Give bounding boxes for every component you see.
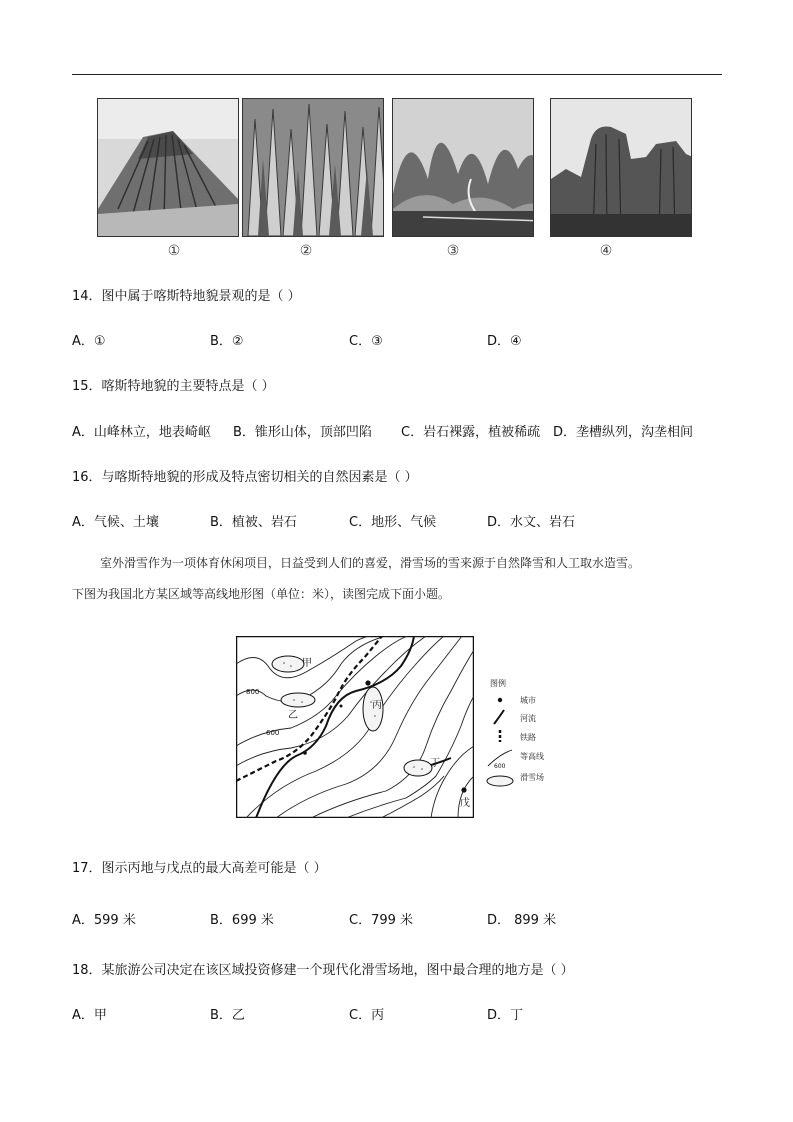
q15-option-c[interactable]: C．岩石裸露，植被稀疏	[401, 425, 541, 440]
q14-option-d[interactable]: D．④	[487, 334, 522, 349]
q17-option-b[interactable]: B．699 米	[210, 913, 274, 928]
q16-option-b[interactable]: B．植被、岩石	[210, 515, 297, 530]
label-ding: 丁	[430, 758, 440, 769]
label-jia: 甲	[302, 658, 312, 669]
legend-river-icon	[494, 710, 504, 724]
q14-option-b[interactable]: B．②	[210, 334, 244, 349]
contour-map	[236, 636, 474, 818]
q18-option-d[interactable]: D．丁	[487, 1008, 524, 1023]
legend-title: 图例	[490, 679, 506, 688]
label-600: 600	[266, 729, 280, 737]
caption-4: ④	[599, 243, 613, 259]
caption-1: ①	[167, 243, 181, 259]
q18-option-b[interactable]: B．乙	[210, 1008, 245, 1023]
q16-option-d[interactable]: D．水文、岩石	[487, 515, 576, 530]
city-dot-2	[303, 751, 307, 755]
q18-option-c[interactable]: C．丙	[349, 1008, 385, 1023]
label-wu: 戊	[460, 798, 470, 809]
question-17-stem: 17．图示丙地与戊点的最大高差可能是（ ）	[72, 861, 327, 876]
city-dot-1	[365, 680, 370, 685]
question-14-stem: 14．图中属于喀斯特地貌景观的是（ ）	[72, 289, 301, 304]
passage-line-2: 下图为我国北方某区域等高线地形图（单位：米），读图完成下面小题。	[72, 587, 451, 601]
q17-option-c[interactable]: C．799 米	[349, 913, 414, 928]
question-16-stem: 16．与喀斯特地貌的形成及特点密切相关的自然因素是（ ）	[72, 470, 418, 485]
q17-option-d[interactable]: D． 899 米	[487, 913, 557, 928]
question-18-stem: 18．某旅游公司决定在该区域投资修建一个现代化滑雪场地，图中最合理的地方是（ ）	[72, 963, 574, 978]
q14-option-a[interactable]: A．①	[72, 334, 106, 349]
header-rule	[72, 74, 722, 75]
legend-ski-icon	[487, 776, 513, 786]
q16-option-a[interactable]: A．气候、土壤	[72, 515, 159, 530]
label-bing: 丙	[372, 700, 382, 711]
legend-contour: 等高线	[520, 752, 544, 761]
map-legend	[480, 676, 560, 796]
q17-option-a[interactable]: A．599 米	[72, 913, 136, 928]
q15-option-a[interactable]: A．山峰林立，地表崎岖	[72, 425, 211, 440]
label-yi: 乙	[288, 710, 298, 721]
legend-city-icon	[498, 698, 502, 702]
q16-option-c[interactable]: C．地形、气候	[349, 515, 437, 530]
photo-stone-forest	[242, 98, 384, 237]
photo-karst-peaks	[392, 98, 534, 237]
legend-city: 城市	[520, 696, 536, 705]
photo-volcano-cone	[97, 98, 239, 237]
label-800: 800	[246, 688, 260, 696]
question-15-stem: 15．喀斯特地貌的主要特点是（ ）	[72, 379, 275, 394]
q14-option-c[interactable]: C．③	[349, 334, 383, 349]
legend-ski: 滑雪场	[520, 773, 544, 782]
q15-option-b[interactable]: B．锥形山体，顶部凹陷	[233, 425, 372, 440]
passage-line-1: 室外滑雪作为一项体育休闲项目，日益受到人们的喜爱，滑雪场的雪来源于自然降雪和人工取水造雪。	[100, 556, 641, 570]
passage	[72, 548, 732, 610]
legend-contour-value: 600	[494, 763, 506, 770]
q15-option-d[interactable]: D．垄槽纵列，沟垄相间	[553, 425, 694, 440]
caption-3: ③	[446, 243, 460, 259]
q18-option-a[interactable]: A．甲	[72, 1008, 107, 1023]
legend-railway: 铁路	[520, 733, 536, 742]
legend-river: 河流	[520, 714, 536, 723]
city-dot-3	[461, 787, 466, 792]
photo-danxia-cliffs	[550, 98, 692, 237]
caption-2: ②	[299, 243, 313, 259]
